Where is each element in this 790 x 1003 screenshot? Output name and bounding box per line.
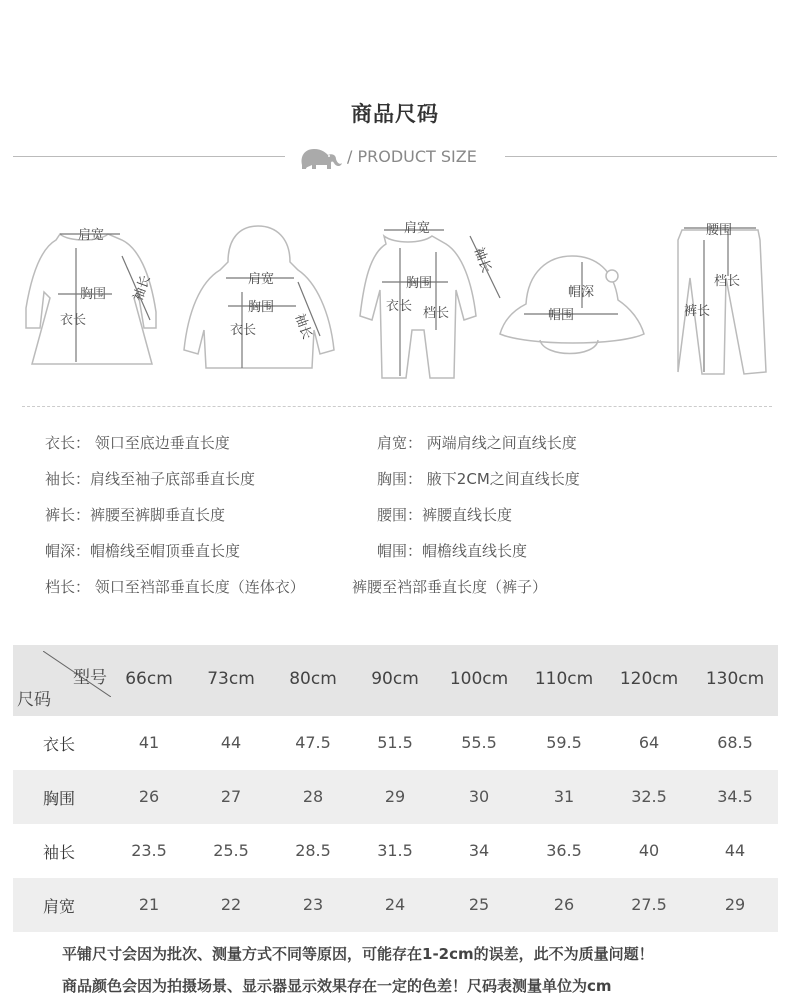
divider-line-right: [505, 156, 777, 157]
pants-waist-label: 腰围: [706, 223, 733, 238]
definition-item: 衣长： 领口至底边垂直长度: [45, 434, 230, 452]
table-corner: [13, 645, 113, 716]
table-cell: 27: [220, 787, 242, 806]
note-error: 平铺尺寸会因为批次、测量方式不同等原因，可能存在1-2cm的误差，此不为质量问题！: [62, 945, 654, 963]
table-cell: 29: [384, 787, 406, 806]
column-header: 120cm: [619, 669, 679, 689]
dress-chest-label: 胸围: [80, 287, 107, 302]
hoodie-illustration: [184, 226, 334, 368]
column-header: 90cm: [371, 669, 419, 689]
table-cell: 59.5: [546, 733, 582, 752]
table-cell: 22: [220, 895, 242, 914]
definition-item: 帽深：帽檐线至帽顶垂直长度: [45, 542, 241, 560]
table-cell: 27.5: [631, 895, 667, 914]
table-cell: 36.5: [546, 841, 582, 860]
subtitle: / PRODUCT SIZE: [347, 147, 477, 166]
pants-illustration: [678, 230, 766, 374]
definition-item: 腰围：裤腰直线长度: [377, 506, 513, 524]
hoodie-length-label: 衣长: [230, 323, 257, 338]
hoodie-chest-label: 胸围: [248, 300, 275, 315]
table-cell: 34.5: [717, 787, 753, 806]
column-header: 66cm: [125, 669, 173, 689]
dotted-divider: [22, 406, 772, 407]
table-cell: 31.5: [377, 841, 413, 860]
row-label: 胸围: [43, 789, 76, 808]
column-header: 130cm: [705, 669, 765, 689]
table-cell: 40: [638, 841, 660, 860]
definition-item: 胸围： 腋下2CM之间直线长度: [377, 470, 580, 488]
romper-length-label: 衣长: [386, 299, 413, 314]
table-cell: 55.5: [461, 733, 497, 752]
table-cell: 29: [724, 895, 746, 914]
romper-chest-label: 胸围: [406, 276, 433, 291]
romper-shoulder-label: 肩宽: [404, 221, 431, 236]
table-cell: 25.5: [213, 841, 249, 860]
table-row: [13, 824, 778, 878]
definition-item: 袖长：肩线至袖子底部垂直长度: [45, 470, 256, 488]
column-header: 110cm: [534, 669, 594, 689]
table-row: [13, 878, 778, 932]
table-cell: 31: [553, 787, 575, 806]
table-cell: 30: [468, 787, 490, 806]
column-header: 100cm: [449, 669, 509, 689]
romper-illustration: [360, 236, 476, 378]
dress-shoulder-label: 肩宽: [78, 228, 105, 243]
table-row: [13, 716, 778, 770]
section-divider: [0, 143, 790, 171]
table-cell: 28: [302, 787, 324, 806]
hat-circ-label: 帽围: [548, 308, 575, 323]
row-label: 袖长: [43, 843, 76, 862]
column-header: 73cm: [207, 669, 255, 689]
table-cell: 28.5: [295, 841, 331, 860]
table-cell: 23: [302, 895, 324, 914]
note-color: 商品颜色会因为拍摄场景、显示器显示效果存在一定的色差！尺码表测量单位为cm: [62, 977, 612, 995]
definition-item: 档长： 领口至裆部垂直长度（连体衣）: [45, 578, 305, 596]
definition-item: 裤长：裤腰至裤脚垂直长度: [45, 506, 226, 524]
column-header: 80cm: [289, 669, 337, 689]
hat-illustration: [500, 256, 644, 354]
table-cell: 44: [724, 841, 746, 860]
romper-crotch-label: 档长: [423, 306, 450, 321]
dress-length-label: 衣长: [60, 313, 87, 328]
definition-item: 裤腰至裆部垂直长度（裤子）: [352, 578, 548, 596]
corner-model-label: 型号: [73, 668, 107, 688]
hat-depth-label: 帽深: [568, 285, 595, 300]
definition-item: 帽围：帽檐线直线长度: [377, 542, 528, 560]
table-cell: 21: [138, 895, 160, 914]
elephant-icon: [296, 145, 344, 171]
table-cell: 51.5: [377, 733, 413, 752]
table-cell: 25: [468, 895, 490, 914]
table-cell: 23.5: [131, 841, 167, 860]
pants-crotch-label: 档长: [714, 274, 741, 289]
pants-length-label: 裤长: [684, 304, 711, 319]
table-cell: 41: [138, 733, 160, 752]
row-label: 肩宽: [43, 897, 76, 916]
table-cell: 32.5: [631, 787, 667, 806]
table-row: [13, 770, 778, 824]
corner-size-label: 尺码: [17, 690, 51, 710]
dress-sleeve-label: 袖长: [130, 273, 154, 304]
size-table: [13, 645, 778, 932]
page-title: 商品尺码: [351, 102, 439, 126]
table-cell: 26: [138, 787, 160, 806]
romper-sleeve-label: 袖长: [470, 245, 494, 275]
definition-item: 肩宽： 两端肩线之间直线长度: [377, 434, 577, 452]
hoodie-sleeve-label: 袖长: [291, 311, 315, 342]
row-label: 衣长: [43, 735, 76, 754]
table-cell: 44: [220, 733, 242, 752]
hoodie-shoulder-label: 肩宽: [248, 272, 275, 287]
table-header: [13, 645, 778, 716]
table-cell: 68.5: [717, 733, 753, 752]
table-cell: 34: [468, 841, 490, 860]
table-cell: 24: [384, 895, 406, 914]
measurement-illustrations: [0, 212, 790, 387]
table-cell: 26: [553, 895, 575, 914]
divider-line-left: [13, 156, 285, 157]
table-cell: 47.5: [295, 733, 331, 752]
table-cell: 64: [638, 733, 660, 752]
